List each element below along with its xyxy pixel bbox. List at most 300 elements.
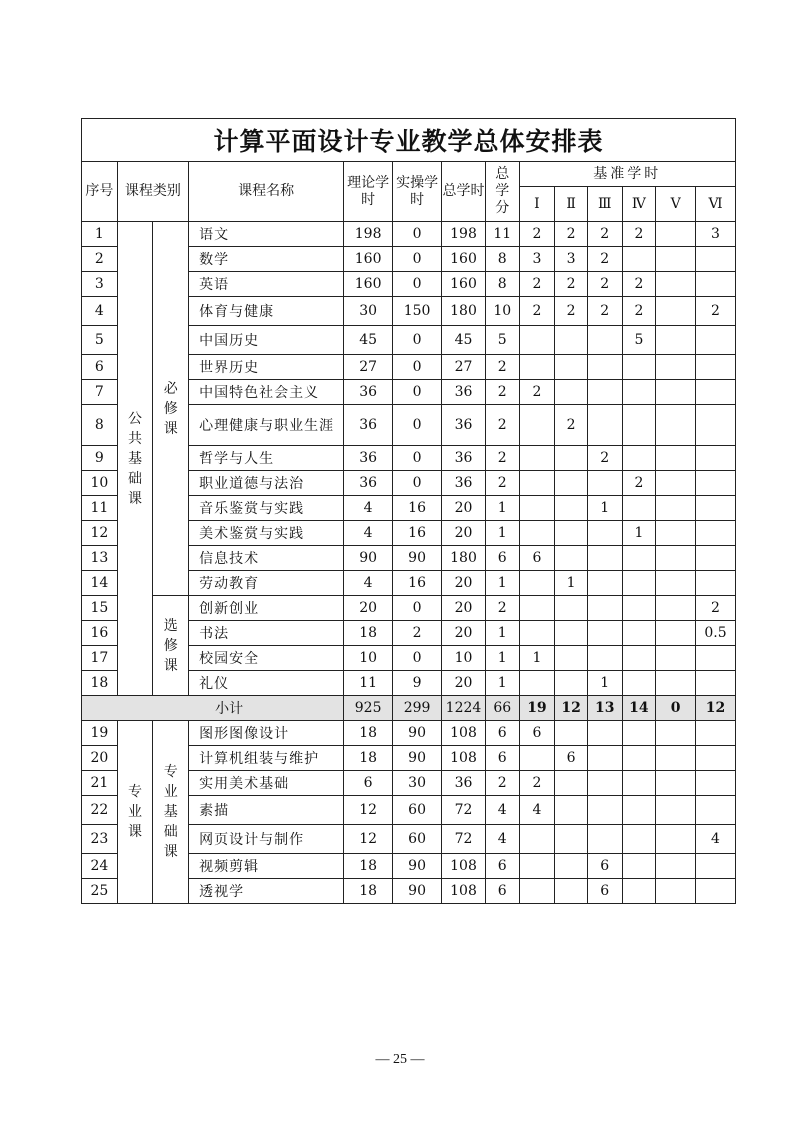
cell-semester: 2 — [555, 222, 588, 247]
cell-semester: 6 — [555, 746, 588, 771]
cell-semester — [656, 546, 696, 571]
cell-practice: 0 — [393, 405, 442, 446]
table-row — [82, 222, 736, 247]
group-prof-basic: 专 业 基 础 课 — [153, 721, 189, 904]
cell-seq: 19 — [82, 721, 118, 746]
cell-total: 108 — [442, 879, 486, 904]
cell-name: 创新创业 — [189, 596, 344, 621]
table-body — [82, 222, 736, 904]
cell-total: 20 — [442, 496, 486, 521]
cell-theory: 27 — [344, 355, 393, 380]
cell-semester — [622, 247, 656, 272]
cell-practice: 0 — [393, 380, 442, 405]
cell-semester — [656, 446, 696, 471]
cell-semester — [519, 879, 555, 904]
cell-semester: 2 — [622, 222, 656, 247]
cell-practice: 90 — [393, 546, 442, 571]
cell-theory: 36 — [344, 446, 393, 471]
header-semester: Ⅴ — [656, 187, 696, 222]
cell-semester — [696, 879, 736, 904]
cell-semester — [555, 355, 588, 380]
cell-seq: 6 — [82, 355, 118, 380]
cell-practice: 0 — [393, 471, 442, 496]
cell-semester — [656, 746, 696, 771]
cell-semester — [519, 326, 555, 355]
cell-semester — [696, 796, 736, 825]
cell-semester: 2 — [519, 222, 555, 247]
cell-theory: 36 — [344, 471, 393, 496]
cell-semester — [696, 355, 736, 380]
cell-seq: 22 — [82, 796, 118, 825]
cell-semester — [622, 746, 656, 771]
cell-semester — [555, 671, 588, 696]
cell-semester — [587, 825, 622, 854]
cell-semester — [555, 496, 588, 521]
subtotal-semester: 12 — [696, 696, 736, 721]
cell-semester — [555, 646, 588, 671]
cell-name: 美术鉴赏与实践 — [189, 521, 344, 546]
cell-semester — [622, 621, 656, 646]
cell-semester — [656, 825, 696, 854]
cell-semester — [696, 721, 736, 746]
cell-semester — [622, 496, 656, 521]
cell-semester — [519, 621, 555, 646]
cell-semester: 2 — [587, 222, 622, 247]
header-weekly: 基准学时 — [519, 162, 735, 187]
header-seq: 序号 — [82, 162, 118, 222]
cell-semester: 2 — [555, 297, 588, 326]
cell-semester — [696, 446, 736, 471]
cell-semester — [696, 546, 736, 571]
cell-seq: 13 — [82, 546, 118, 571]
cell-semester — [519, 496, 555, 521]
cell-seq: 21 — [82, 771, 118, 796]
cell-semester: 2 — [587, 272, 622, 297]
cell-seq: 17 — [82, 646, 118, 671]
cell-semester — [555, 326, 588, 355]
cell-total: 36 — [442, 471, 486, 496]
cell-credits: 1 — [485, 671, 519, 696]
cell-credits: 2 — [485, 596, 519, 621]
cell-semester: 3 — [519, 247, 555, 272]
cell-semester — [519, 471, 555, 496]
cell-theory: 160 — [344, 247, 393, 272]
cell-semester — [555, 879, 588, 904]
cell-seq: 16 — [82, 621, 118, 646]
cell-credits: 4 — [485, 825, 519, 854]
cell-semester — [656, 521, 696, 546]
cell-semester — [519, 405, 555, 446]
group-professional: 专 业 课 — [117, 721, 153, 904]
cell-semester — [656, 771, 696, 796]
cell-semester — [696, 496, 736, 521]
cell-semester: 2 — [519, 380, 555, 405]
cell-theory: 45 — [344, 326, 393, 355]
cell-semester — [519, 521, 555, 546]
cell-total: 198 — [442, 222, 486, 247]
header-semester: Ⅵ — [696, 187, 736, 222]
group-required: 必 修 课 — [153, 222, 189, 596]
cell-theory: 20 — [344, 596, 393, 621]
cell-semester — [622, 854, 656, 879]
cell-semester — [587, 521, 622, 546]
cell-semester: 6 — [519, 546, 555, 571]
cell-seq: 10 — [82, 471, 118, 496]
cell-semester — [656, 222, 696, 247]
cell-name: 计算机组装与维护 — [189, 746, 344, 771]
cell-semester: 1 — [519, 646, 555, 671]
subtotal-semester: 19 — [519, 696, 555, 721]
cell-name: 图形图像设计 — [189, 721, 344, 746]
cell-practice: 0 — [393, 646, 442, 671]
table-row — [82, 596, 736, 621]
cell-practice: 150 — [393, 297, 442, 326]
cell-name: 校园安全 — [189, 646, 344, 671]
cell-theory: 4 — [344, 571, 393, 596]
cell-semester: 2 — [555, 405, 588, 446]
cell-semester — [587, 771, 622, 796]
cell-credits: 4 — [485, 796, 519, 825]
cell-credits: 2 — [485, 355, 519, 380]
cell-name: 语文 — [189, 222, 344, 247]
cell-practice: 0 — [393, 326, 442, 355]
cell-total: 180 — [442, 297, 486, 326]
cell-semester: 1 — [587, 496, 622, 521]
cell-semester: 4 — [519, 796, 555, 825]
cell-credits: 10 — [485, 297, 519, 326]
cell-total: 160 — [442, 247, 486, 272]
cell-name: 体育与健康 — [189, 297, 344, 326]
cell-semester: 1 — [622, 521, 656, 546]
cell-semester — [656, 796, 696, 825]
cell-semester: 5 — [622, 326, 656, 355]
cell-total: 180 — [442, 546, 486, 571]
cell-credits: 1 — [485, 646, 519, 671]
cell-credits: 6 — [485, 879, 519, 904]
cell-seq: 20 — [82, 746, 118, 771]
cell-practice: 16 — [393, 496, 442, 521]
cell-semester — [656, 721, 696, 746]
cell-name: 中国特色社会主义 — [189, 380, 344, 405]
cell-practice: 2 — [393, 621, 442, 646]
cell-semester — [622, 355, 656, 380]
cell-practice: 0 — [393, 247, 442, 272]
cell-semester: 2 — [519, 771, 555, 796]
header-semester: Ⅲ — [587, 187, 622, 222]
cell-seq: 18 — [82, 671, 118, 696]
cell-seq: 12 — [82, 521, 118, 546]
cell-semester — [587, 646, 622, 671]
cell-theory: 11 — [344, 671, 393, 696]
header-semester: Ⅰ — [519, 187, 555, 222]
cell-semester — [519, 596, 555, 621]
subtotal-theory: 925 — [344, 696, 393, 721]
cell-semester — [519, 854, 555, 879]
cell-practice: 30 — [393, 771, 442, 796]
cell-semester — [555, 596, 588, 621]
cell-total: 10 — [442, 646, 486, 671]
cell-theory: 30 — [344, 297, 393, 326]
cell-semester — [622, 571, 656, 596]
cell-semester: 6 — [519, 721, 555, 746]
cell-total: 36 — [442, 405, 486, 446]
cell-theory: 198 — [344, 222, 393, 247]
cell-semester — [622, 771, 656, 796]
cell-semester — [555, 621, 588, 646]
cell-practice: 0 — [393, 272, 442, 297]
cell-credits: 2 — [485, 380, 519, 405]
cell-semester — [587, 571, 622, 596]
cell-theory: 4 — [344, 496, 393, 521]
cell-semester — [587, 746, 622, 771]
cell-seq: 23 — [82, 825, 118, 854]
cell-semester — [656, 380, 696, 405]
cell-seq: 2 — [82, 247, 118, 272]
cell-total: 20 — [442, 671, 486, 696]
cell-credits: 1 — [485, 521, 519, 546]
cell-semester — [555, 521, 588, 546]
cell-theory: 18 — [344, 621, 393, 646]
cell-seq: 15 — [82, 596, 118, 621]
cell-seq: 3 — [82, 272, 118, 297]
cell-total: 108 — [442, 854, 486, 879]
cell-total: 20 — [442, 571, 486, 596]
cell-semester — [656, 621, 696, 646]
cell-name: 世界历史 — [189, 355, 344, 380]
cell-semester — [656, 879, 696, 904]
cell-semester — [519, 446, 555, 471]
subtotal-semester: 0 — [656, 696, 696, 721]
cell-semester: 2 — [696, 596, 736, 621]
cell-semester: 1 — [555, 571, 588, 596]
cell-semester — [656, 496, 696, 521]
cell-semester — [656, 596, 696, 621]
cell-name: 英语 — [189, 272, 344, 297]
cell-name: 书法 — [189, 621, 344, 646]
cell-semester: 2 — [696, 297, 736, 326]
cell-credits: 2 — [485, 446, 519, 471]
cell-practice: 0 — [393, 355, 442, 380]
cell-name: 音乐鉴赏与实践 — [189, 496, 344, 521]
cell-name: 数学 — [189, 247, 344, 272]
page-number: — 25 — — [375, 1052, 425, 1067]
cell-semester: 6 — [587, 854, 622, 879]
cell-total: 72 — [442, 825, 486, 854]
cell-seq: 1 — [82, 222, 118, 247]
cell-theory: 18 — [344, 854, 393, 879]
cell-theory: 12 — [344, 825, 393, 854]
cell-semester — [656, 297, 696, 326]
cell-total: 20 — [442, 621, 486, 646]
table-title: 计算平面设计专业教学总体安排表 — [82, 119, 736, 162]
cell-semester — [622, 380, 656, 405]
cell-semester: 2 — [587, 247, 622, 272]
cell-seq: 4 — [82, 297, 118, 326]
cell-theory: 12 — [344, 796, 393, 825]
cell-practice: 90 — [393, 721, 442, 746]
cell-semester — [656, 247, 696, 272]
cell-semester — [555, 854, 588, 879]
cell-seq: 5 — [82, 326, 118, 355]
cell-credits: 6 — [485, 546, 519, 571]
cell-semester — [519, 825, 555, 854]
cell-theory: 36 — [344, 405, 393, 446]
cell-semester — [519, 671, 555, 696]
cell-semester — [587, 405, 622, 446]
subtotal-total: 1224 — [442, 696, 486, 721]
cell-seq: 11 — [82, 496, 118, 521]
cell-theory: 36 — [344, 380, 393, 405]
cell-semester — [555, 796, 588, 825]
cell-semester — [622, 825, 656, 854]
cell-practice: 0 — [393, 446, 442, 471]
header-semester: Ⅱ — [555, 187, 588, 222]
cell-total: 45 — [442, 326, 486, 355]
cell-total: 36 — [442, 771, 486, 796]
cell-credits: 2 — [485, 405, 519, 446]
cell-name: 素描 — [189, 796, 344, 825]
cell-name: 视频剪辑 — [189, 854, 344, 879]
cell-semester — [696, 471, 736, 496]
cell-semester — [656, 272, 696, 297]
cell-total: 20 — [442, 521, 486, 546]
cell-semester: 4 — [696, 825, 736, 854]
subtotal-semester: 13 — [587, 696, 622, 721]
cell-credits: 5 — [485, 326, 519, 355]
cell-practice: 16 — [393, 521, 442, 546]
cell-theory: 4 — [344, 521, 393, 546]
cell-name: 哲学与人生 — [189, 446, 344, 471]
subtotal-row — [82, 696, 736, 721]
cell-semester — [622, 721, 656, 746]
cell-semester: 2 — [622, 471, 656, 496]
cell-semester: 6 — [587, 879, 622, 904]
cell-semester — [519, 355, 555, 380]
cell-name: 职业道德与法治 — [189, 471, 344, 496]
cell-seq: 24 — [82, 854, 118, 879]
cell-credits: 1 — [485, 496, 519, 521]
cell-semester — [696, 272, 736, 297]
cell-semester — [519, 746, 555, 771]
cell-total: 108 — [442, 721, 486, 746]
cell-semester — [519, 571, 555, 596]
cell-credits: 6 — [485, 721, 519, 746]
cell-theory: 160 — [344, 272, 393, 297]
cell-semester — [555, 721, 588, 746]
header-theory: 理论学时 — [344, 162, 393, 222]
cell-theory: 18 — [344, 746, 393, 771]
cell-semester — [656, 326, 696, 355]
cell-semester — [587, 380, 622, 405]
cell-semester: 2 — [555, 272, 588, 297]
cell-name: 礼仪 — [189, 671, 344, 696]
table-row — [82, 721, 736, 746]
cell-semester — [696, 521, 736, 546]
cell-semester — [696, 854, 736, 879]
header-semester: Ⅳ — [622, 187, 656, 222]
cell-semester — [587, 355, 622, 380]
cell-credits: 2 — [485, 471, 519, 496]
cell-theory: 18 — [344, 879, 393, 904]
cell-semester — [622, 405, 656, 446]
cell-semester — [555, 771, 588, 796]
cell-practice: 16 — [393, 571, 442, 596]
cell-semester — [696, 646, 736, 671]
cell-practice: 9 — [393, 671, 442, 696]
cell-semester — [587, 796, 622, 825]
cell-practice: 90 — [393, 746, 442, 771]
cell-semester — [696, 247, 736, 272]
cell-semester — [696, 746, 736, 771]
cell-semester: 1 — [587, 671, 622, 696]
cell-semester — [696, 380, 736, 405]
cell-credits: 1 — [485, 621, 519, 646]
cell-credits: 6 — [485, 746, 519, 771]
cell-semester — [587, 596, 622, 621]
cell-semester — [622, 879, 656, 904]
cell-semester: 2 — [587, 297, 622, 326]
cell-total: 20 — [442, 596, 486, 621]
cell-semester — [696, 326, 736, 355]
cell-total: 36 — [442, 380, 486, 405]
cell-theory: 10 — [344, 646, 393, 671]
cell-semester — [656, 646, 696, 671]
course-table — [81, 118, 736, 904]
cell-total: 160 — [442, 272, 486, 297]
group-elective: 选 修 课 — [153, 596, 189, 696]
cell-semester: 2 — [519, 297, 555, 326]
cell-semester — [696, 671, 736, 696]
cell-seq: 25 — [82, 879, 118, 904]
cell-practice: 0 — [393, 222, 442, 247]
cell-semester — [656, 571, 696, 596]
cell-semester — [555, 825, 588, 854]
cell-practice: 90 — [393, 854, 442, 879]
cell-semester — [622, 446, 656, 471]
cell-semester — [587, 621, 622, 646]
cell-practice: 0 — [393, 596, 442, 621]
cell-name: 实用美术基础 — [189, 771, 344, 796]
cell-seq: 8 — [82, 405, 118, 446]
cell-semester — [587, 721, 622, 746]
cell-credits: 6 — [485, 854, 519, 879]
cell-seq: 9 — [82, 446, 118, 471]
cell-semester — [555, 546, 588, 571]
course-schedule-sheet — [81, 118, 736, 922]
cell-semester — [555, 380, 588, 405]
cell-practice: 60 — [393, 796, 442, 825]
cell-semester — [622, 596, 656, 621]
cell-semester — [656, 854, 696, 879]
cell-name: 劳动教育 — [189, 571, 344, 596]
cell-seq: 14 — [82, 571, 118, 596]
cell-credits: 1 — [485, 571, 519, 596]
cell-credits: 2 — [485, 771, 519, 796]
cell-seq: 7 — [82, 380, 118, 405]
header-credits: 总学分 — [485, 162, 519, 222]
cell-semester — [622, 546, 656, 571]
cell-semester: 3 — [555, 247, 588, 272]
cell-semester — [587, 471, 622, 496]
cell-name: 中国历史 — [189, 326, 344, 355]
cell-theory: 90 — [344, 546, 393, 571]
cell-total: 108 — [442, 746, 486, 771]
cell-semester — [656, 405, 696, 446]
cell-semester — [555, 471, 588, 496]
cell-semester — [656, 471, 696, 496]
cell-semester: 2 — [587, 446, 622, 471]
subtotal-practice: 299 — [393, 696, 442, 721]
